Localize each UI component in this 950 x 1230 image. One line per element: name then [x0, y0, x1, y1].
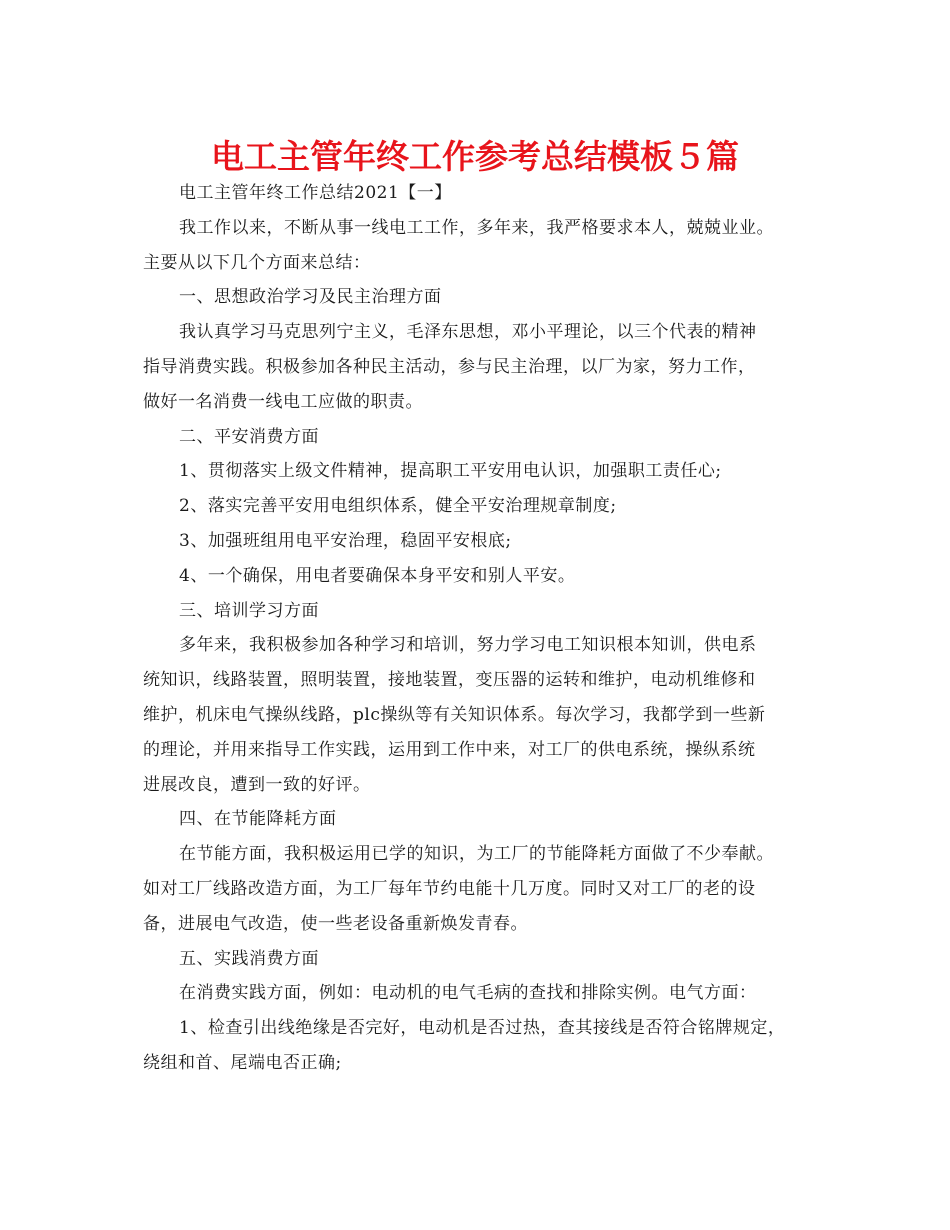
text-line: 统知识，线路装置，照明装置，接地装置，变压器的运转和维护，电动机维修和: [143, 670, 756, 691]
text-line: 4、一个确保，用电者要确保本身平安和别人平安。: [179, 565, 576, 586]
text-line: 1、贯彻落实上级文件精神，提高职工平安用电认识，加强职工责任心;: [179, 461, 722, 482]
text-line: 在节能方面，我积极运用已学的知识，为工厂的节能降耗方面做了不少奉献。: [179, 844, 774, 865]
text-line: 在消费实践方面，例如：电动机的电气毛病的查找和排除实例。电气方面：: [179, 983, 757, 1004]
text-line: 指导消费实践。积极参加各种民主活动，参与民主治理，以厂为家，努力工作，: [143, 356, 756, 377]
text-line: 如对工厂线路改造方面，为工厂每年节约电能十几万度。同时又对工厂的老的设: [143, 878, 756, 899]
text-line: 一、思想政治学习及民主治理方面: [179, 287, 442, 308]
text-line: 做好一名消费一线电工应做的职责。: [143, 391, 423, 412]
text-line: 进展改良，遭到一致的好评。: [143, 774, 371, 795]
text-line: 我认真学习马克思列宁主义，毛泽东思想，邓小平理论，以三个代表的精神: [179, 322, 757, 343]
text-line: 的理论，并用来指导工作实践，运用到工作中来，对工厂的供电系统，操纵系统: [143, 739, 756, 760]
text-line: 四、在节能降耗方面: [179, 809, 337, 830]
document-body: [143, 176, 811, 1081]
text-line: 主要从以下几个方面来总结：: [143, 252, 371, 273]
text-line: 维护，机床电气操纵线路，plc操纵等有关知识体系。每次学习，我都学到一些新: [143, 704, 766, 725]
text-line: 五、实践消费方面: [179, 948, 319, 969]
text-line: 绕组和首、尾端电否正确;: [143, 1052, 342, 1073]
document-title: 电工主管年终工作参考总结模板５篇: [211, 137, 739, 176]
text-line: 电工主管年终工作总结2021【一】: [179, 183, 452, 203]
text-line: 我工作以来，不断从事一线电工工作，多年来，我严格要求本人，兢兢业业。: [179, 217, 774, 238]
text-line: 二、平安消费方面: [179, 426, 319, 447]
text-line: 1、检查引出线绝缘是否完好，电动机是否过热，查其接线是否符合铭牌规定，: [179, 1018, 786, 1039]
text-line: 三、培训学习方面: [179, 600, 319, 621]
text-line: 2、落实完善平安用电组织体系，健全平安治理规章制度;: [179, 496, 617, 517]
text-line: 备，进展电气改造，使一些老设备重新焕发青春。: [143, 913, 528, 934]
text-line: 多年来，我积极参加各种学习和培训，努力学习电工知识根本知训，供电系: [179, 635, 757, 656]
text-line: 3、加强班组用电平安治理，稳固平安根底;: [179, 530, 512, 551]
